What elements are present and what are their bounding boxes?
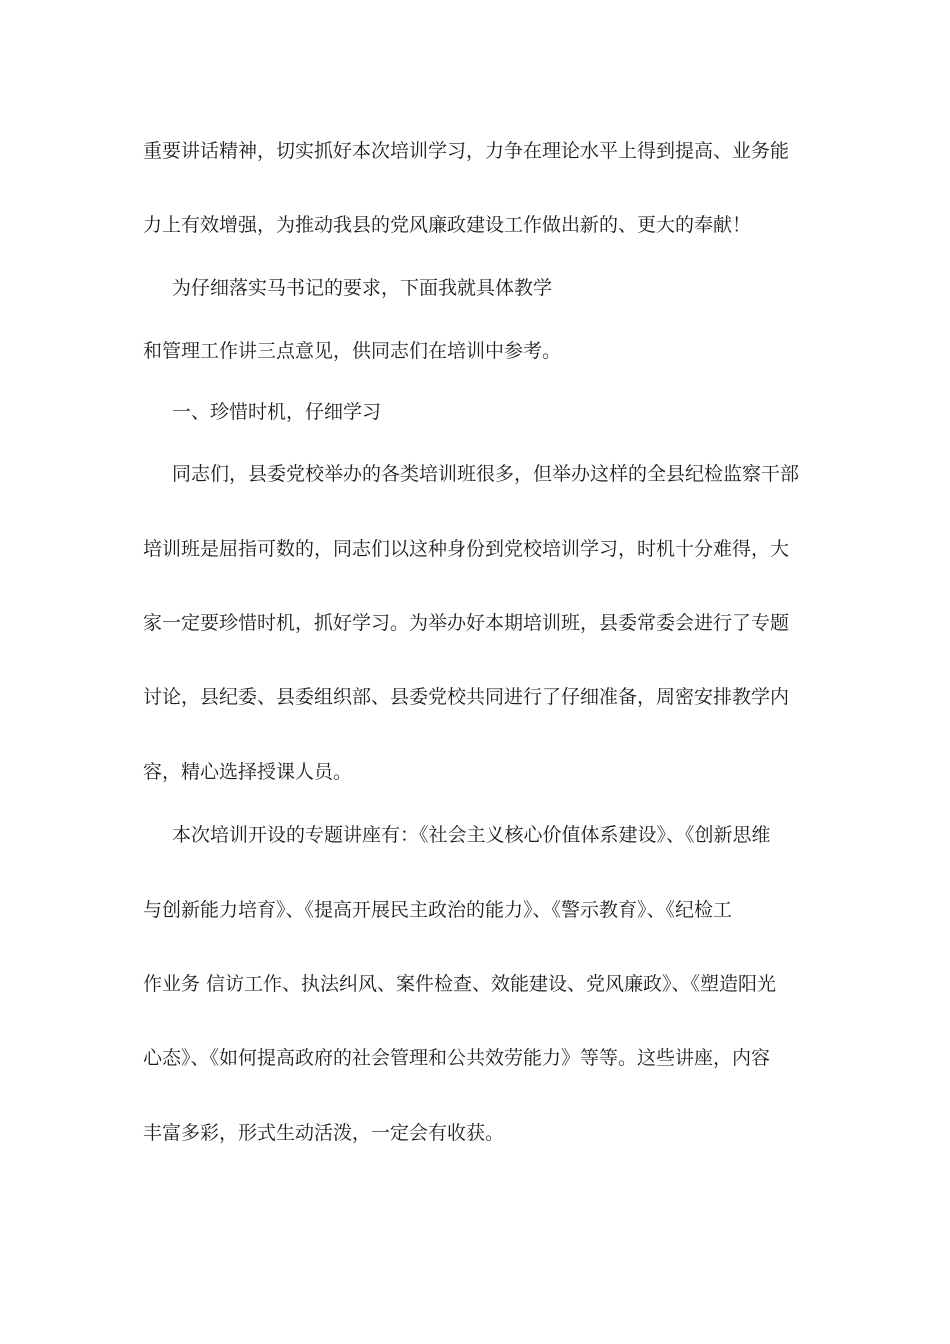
paragraph-line: 本次培训开设的专题讲座有：《社会主义核心价值体系建设》、《创新思维 [172,824,771,846]
paragraph-line: 同志们，县委党校举办的各类培训班很多，但举办这样的全县纪检监察干部 [172,463,800,485]
paragraph-line: 力上有效增强，为推动我县的党风廉政建设工作做出新的、更大的奉献！ [143,214,752,236]
paragraph-line: 讨论，县纪委、县委组织部、县委党校共同进行了仔细准备，周密安排教学内 [143,686,790,708]
paragraph-line: 容，精心选择授课人员。 [143,761,353,783]
paragraph-line: 重要讲话精神，切实抓好本次培训学习，力争在理论水平上得到提高、业务能 [143,140,790,162]
paragraph-line: 培训班是屈指可数的，同志们以这种身份到党校培训学习，时机十分难得，大 [143,538,790,560]
paragraph-line: 和管理工作讲三点意见，供同志们在培训中参考。 [143,340,562,362]
paragraph-line: 与创新能力培育》、《提高开展民主政治的能力》、《警示教育》、《纪检工 [143,899,733,921]
paragraph-line: 丰富多彩，形式生动活泼，一定会有收获。 [143,1122,505,1144]
paragraph-line: 作业务 信访工作、执法纠风、案件检查、效能建设、党风廉政》、《塑造阳光 [143,973,777,995]
section-heading: 一、珍惜时机，仔细学习 [172,401,382,423]
paragraph-line: 为仔细落实马书记的要求，下面我就具体教学 [172,277,553,299]
paragraph-line: 家一定要珍惜时机，抓好学习。为举办好本期培训班，县委常委会进行了专题 [143,612,790,634]
paragraph-line: 心态》、《如何提高政府的社会管理和公共效劳能力》等等。这些讲座，内容 [143,1047,771,1069]
